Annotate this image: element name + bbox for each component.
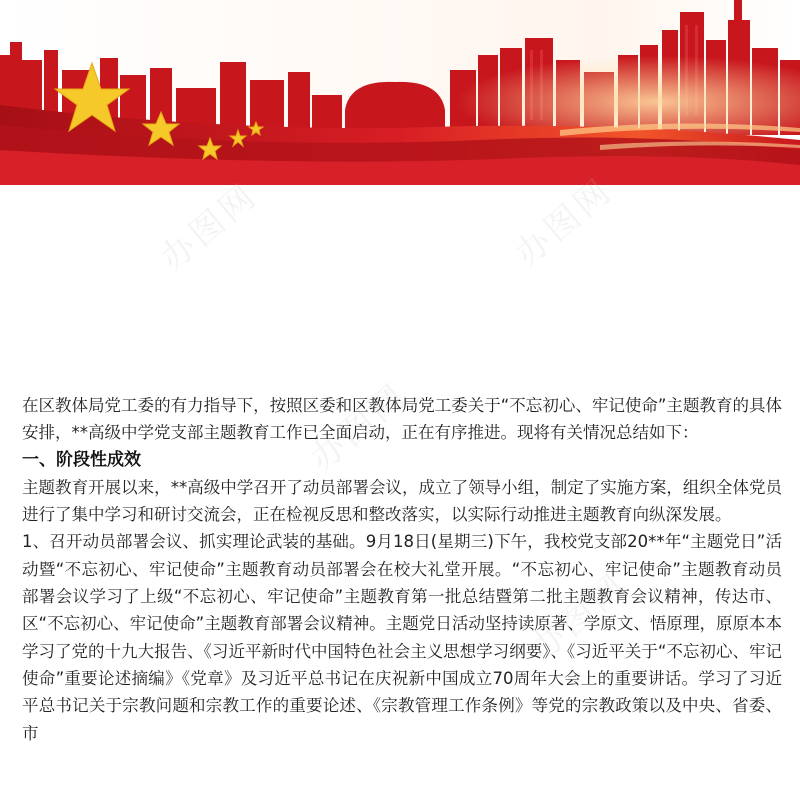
watermark-text: 办图网 [152,175,266,280]
section-paragraph: 主题教育开展以来，**高级中学召开了动员部署会议，成立了领导小组，制定了实施方案，组织全体党员进行了集中学习和研讨交流会，正在检视反思和整改落实，以实际行动推进主题教育向纵深发展。 [22,477,782,525]
section-heading: 一、阶段性成效 [22,449,141,470]
watermark-text: 办图网 [522,565,636,670]
watermark-text: 办图网 [507,170,621,275]
intro-paragraph: 在区教体局党工委的有力指导下，按照区委和区教体局党工委关于“不忘初心、牢记使命”主题教育的具体安排，**高级中学党支部主题教育工作已全面启动，正在有序推进。现将有关情况总结如下： [22,396,782,443]
watermark-text: 办图网 [302,375,416,480]
list-item-paragraph: 1、召开动员部署会议、抓实理论武装的基础。9月18日(星期三)下午，我校党支部20**年“主题党日”活动暨“不忘初心、牢记使命”主题教育动员部署会在校大礼堂开展。“不忘初心、牢记使命”主题教育动员部署会议学习了上级“不忘初心、牢记使命”主题教育第一批总结暨第二批主题教育会议精神，传达市、区“不忘初心、牢记使命”主题教育部署会议精神。主题党日活动坚持读原著、学原文、悟原理，原原本本学习了党的十九大报告、《习近平新时代中国特色社会主义思想学习纲要》、《习近平关于“不忘初心、牢记使命”重要论述摘编》《党章》及习近平总书记在庆祝新中国成立70周年大会上的重要讲话。学习了习近平总书记关于宗教问题和宗教工作的重要论述、《宗教管理工作条例》等党的宗教政策以及中央、省委、市 [22,532,782,743]
header-banner [0,0,800,185]
cityscape-banner-graphic [0,0,800,185]
document-body [22,392,782,747]
